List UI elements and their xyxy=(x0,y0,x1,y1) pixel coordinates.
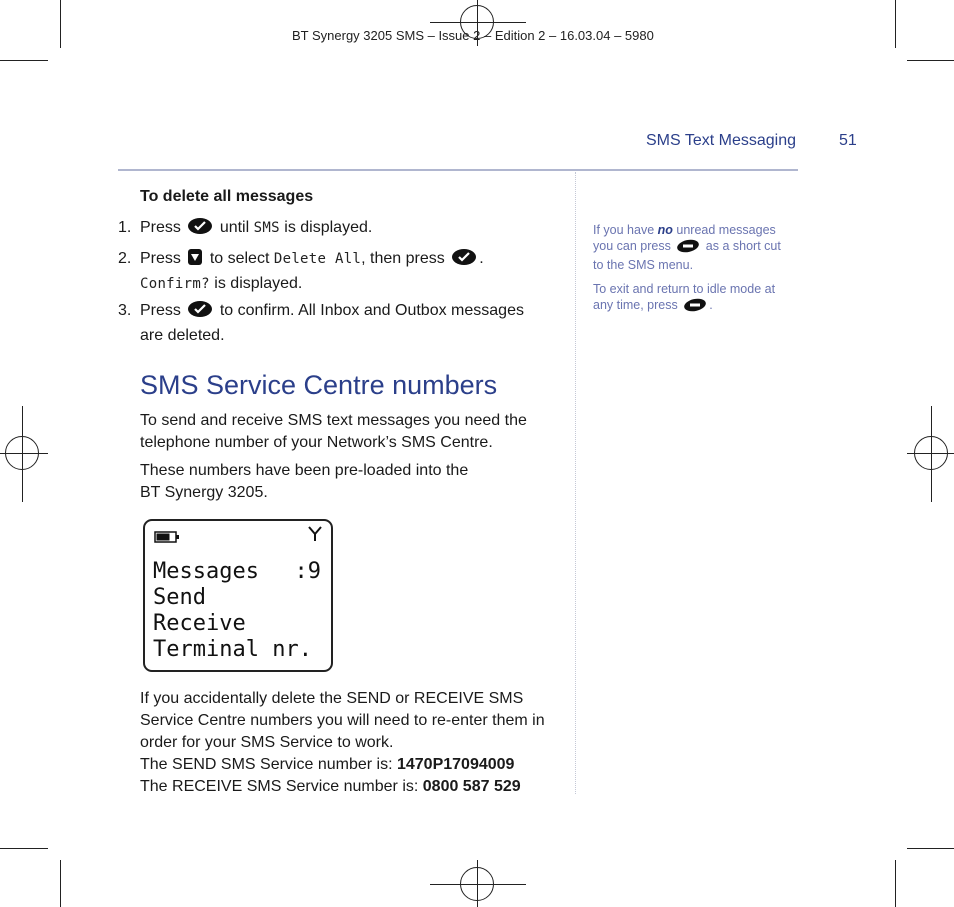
column-divider xyxy=(575,172,576,794)
preloaded-text: These numbers have been pre-loaded into the xyxy=(140,462,469,479)
display-text: SMS xyxy=(253,220,280,236)
display-line xyxy=(153,611,325,637)
delete-all-heading: To delete all messages xyxy=(140,188,314,205)
phone-display xyxy=(143,519,333,672)
preloaded-text: BT Synergy 3205. xyxy=(140,484,268,501)
end-key-icon xyxy=(683,298,707,316)
preloaded-paragraph xyxy=(140,460,560,504)
step-text: Press xyxy=(140,219,181,236)
document-info-line: BT Synergy 3205 SMS – Issue 2 – Edition 2 – 16.03.04 – 5980 xyxy=(292,28,654,43)
tip-exit xyxy=(593,281,793,316)
header-rule xyxy=(118,169,798,171)
tip-text: unread messages you can press xyxy=(593,223,776,253)
step-text: , then press xyxy=(361,250,445,267)
tip-shortcut xyxy=(593,222,793,273)
step-text: is displayed. xyxy=(284,219,373,236)
display-text: Delete All xyxy=(273,251,362,267)
step-text: Press xyxy=(140,250,181,267)
tip-text: If you have xyxy=(593,223,655,237)
step-number: 2. xyxy=(118,250,132,267)
display-menu-item: Receive xyxy=(153,611,246,636)
tip-text: . xyxy=(709,298,713,312)
step-text: to confirm. All Inbox and Outbox messages are deleted. xyxy=(140,302,524,344)
antenna-icon xyxy=(308,526,322,547)
step-number: 3. xyxy=(118,302,132,319)
intro-paragraph: To send and receive SMS text messages you need the telephone number of your Network’s SMS Centre. xyxy=(140,412,527,451)
tip-text: as a short cut to the SMS menu. xyxy=(593,239,781,272)
receive-number-label: The RECEIVE SMS Service number is: xyxy=(140,778,419,795)
tip-text: To exit and return to idle mode at any time, press xyxy=(593,282,776,312)
page-number: 51 xyxy=(839,132,857,149)
crop-mark xyxy=(895,0,896,48)
section-title: SMS Text Messaging xyxy=(646,132,796,149)
crop-mark xyxy=(0,848,48,849)
display-text: Confirm? xyxy=(140,276,210,292)
display-line xyxy=(153,559,325,585)
display-menu-item: Messages xyxy=(153,559,259,584)
ok-key-icon xyxy=(187,217,213,242)
step-text: is displayed. xyxy=(214,275,303,292)
crop-mark xyxy=(60,0,61,48)
display-menu-item: Send xyxy=(153,585,206,610)
send-number: 1470P17094009 xyxy=(396,756,515,773)
sms-key-icon xyxy=(676,239,700,257)
reenter-paragraph xyxy=(140,688,564,798)
message-count: :9 xyxy=(294,559,321,584)
step-number: 1. xyxy=(118,219,132,236)
reenter-text: If you accidentally delete the SEND or RECEIVE SMS Service Centre numbers you will need to re-enter them in order for your SMS Service to work. xyxy=(140,690,545,751)
display-line xyxy=(153,585,325,611)
crop-mark xyxy=(907,60,954,61)
tip-emphasis: no xyxy=(657,223,673,237)
battery-icon xyxy=(154,530,180,548)
service-centre-heading: SMS Service Centre numbers xyxy=(140,370,498,400)
step-2 xyxy=(118,248,548,296)
registration-mark xyxy=(914,436,948,470)
crop-mark xyxy=(60,860,61,907)
display-menu-item: Terminal nr. xyxy=(153,637,312,662)
step-text: until xyxy=(219,219,250,236)
tips-column xyxy=(593,222,793,324)
step-1 xyxy=(118,217,548,241)
send-number-label: The SEND SMS Service number is: xyxy=(140,756,393,773)
display-line xyxy=(153,637,325,663)
down-arrow-key-icon xyxy=(187,248,203,273)
crop-mark xyxy=(895,860,896,907)
crop-mark xyxy=(0,60,48,61)
step-text: to select xyxy=(209,250,270,267)
registration-mark xyxy=(460,867,494,901)
ok-key-icon xyxy=(451,248,477,273)
step-text: . xyxy=(479,250,484,267)
step-3 xyxy=(118,300,548,348)
crop-mark xyxy=(907,848,954,849)
ok-key-icon xyxy=(187,300,213,325)
step-text: Press xyxy=(140,302,181,319)
registration-mark xyxy=(5,436,39,470)
receive-number: 0800 587 529 xyxy=(422,778,521,795)
